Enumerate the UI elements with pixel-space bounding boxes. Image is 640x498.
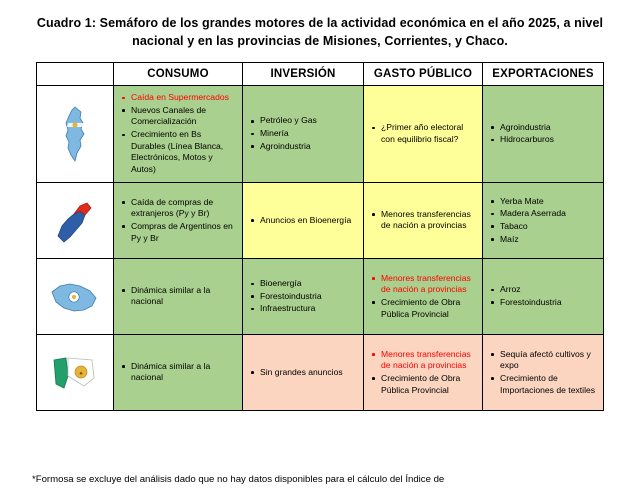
cell-gasto-corrientes <box>364 259 483 335</box>
table-row <box>37 183 604 259</box>
footnote: *Formosa se excluye del análisis dado que no hay datos disponibles para el cálculo del Índice de <box>32 473 445 485</box>
list-item: Crecimiento de Obra Pública Provincial <box>372 297 475 320</box>
cell-gasto-chaco <box>364 335 483 411</box>
list-item: Forestoindustria <box>251 291 356 303</box>
cell-gasto-nacional <box>364 86 483 183</box>
list-item: Menores transferencias de nación a provincias <box>372 273 475 296</box>
list-item: Forestoindustria <box>491 297 596 309</box>
map-cell-chaco <box>37 335 114 411</box>
list-item: Minería <box>251 128 356 140</box>
corrientes-map-icon <box>44 266 106 328</box>
cell-inversion-chaco <box>243 335 364 411</box>
list-item: Sin grandes anuncios <box>251 367 356 379</box>
map-cell-misiones <box>37 183 114 259</box>
list-item: Bioenergía <box>251 278 356 290</box>
semaforo-table <box>36 62 604 411</box>
cell-gasto-misiones <box>364 183 483 259</box>
list-item: Crecimiento de Obra Pública Provincial <box>372 373 475 396</box>
table-row <box>37 335 604 411</box>
list-item: Madera Aserrada <box>491 208 596 220</box>
list-item: Anuncios en Bioenergía <box>251 215 356 227</box>
list-item: Dinámica similar a la nacional <box>122 361 235 384</box>
cell-consumo-corrientes <box>114 259 243 335</box>
column-header-consumo: CONSUMO <box>114 63 243 86</box>
table-body <box>37 86 604 411</box>
list-item: Compras de Argentinos en Py y Br <box>122 221 235 244</box>
cell-consumo-nacional <box>114 86 243 183</box>
list-item: Arroz <box>491 284 596 296</box>
map-cell-argentina <box>37 86 114 183</box>
map-cell-corrientes <box>37 259 114 335</box>
list-item: Dinámica similar a la nacional <box>122 285 235 308</box>
cell-consumo-misiones <box>114 183 243 259</box>
chaco-map-icon <box>44 342 106 404</box>
list-item: Sequía afectó cultivos y expo <box>491 349 596 372</box>
list-item: ¿Primer año electoral con equilibrio fiscal? <box>372 122 475 145</box>
svg-text:✦: ✦ <box>78 371 84 378</box>
list-item: Nuevos Canales de Comercialización <box>122 105 235 128</box>
cell-exportaciones-corrientes <box>483 259 604 335</box>
list-item: Caída en Supermercados <box>122 92 235 104</box>
list-item: Menores transferencias de nación a provincias <box>372 349 475 372</box>
table-row <box>37 259 604 335</box>
cell-inversion-nacional <box>243 86 364 183</box>
cell-consumo-chaco <box>114 335 243 411</box>
table-row <box>37 86 604 183</box>
column-header-exportaciones: EXPORTACIONES <box>483 63 604 86</box>
column-header-gasto-publico: GASTO PÚBLICO <box>364 63 483 86</box>
list-item: Tabaco <box>491 221 596 233</box>
page-title: Cuadro 1: Semáforo de los grandes motores de la actividad económica en el año 2025, a nivel nacional y en las provincias de Misiones, Corrientes, y Chaco. <box>36 16 604 49</box>
argentina-map-icon <box>44 103 106 165</box>
list-item: Petróleo y Gas <box>251 115 356 127</box>
column-header-inversion: INVERSIÓN <box>243 63 364 86</box>
misiones-map-icon <box>44 190 106 252</box>
list-item: Infraestructura <box>251 303 356 315</box>
list-item: Crecimiento de Importaciones de textiles <box>491 373 596 396</box>
list-item: Menores transferencias de nación a provincias <box>372 209 475 232</box>
cell-exportaciones-misiones <box>483 183 604 259</box>
list-item: Caída de compras de extranjeros (Py y Br) <box>122 197 235 220</box>
list-item: Hidrocarburos <box>491 134 596 146</box>
list-item: Agroindustria <box>251 141 356 153</box>
column-header-map <box>37 63 114 86</box>
table-header <box>37 63 604 86</box>
cell-inversion-corrientes <box>243 259 364 335</box>
cell-exportaciones-nacional <box>483 86 604 183</box>
cell-inversion-misiones <box>243 183 364 259</box>
list-item: Agroindustria <box>491 122 596 134</box>
cell-exportaciones-chaco <box>483 335 604 411</box>
list-item: Yerba Mate <box>491 196 596 208</box>
list-item: Maíz <box>491 234 596 246</box>
table-header-row <box>37 63 604 86</box>
list-item: Crecimiento en Bs Durables (Línea Blanca, Electrónicos, Motos y Autos) <box>122 129 235 175</box>
